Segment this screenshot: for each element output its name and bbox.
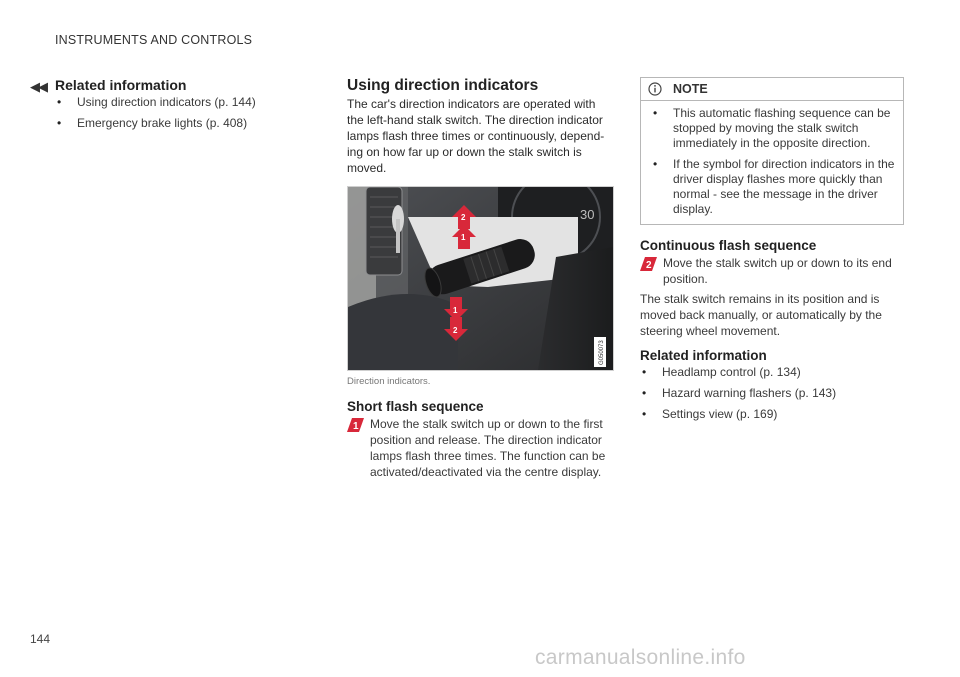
- continuous-flash-paragraph: The stalk switch remains in its position and is moved back manually, or automatically by the steering wheel movement.: [640, 292, 882, 338]
- step-2-icon: [640, 257, 657, 271]
- info-icon: [648, 82, 662, 96]
- continuous-flash-heading: Continuous flash sequence: [640, 238, 817, 253]
- related-link-direction-indicators[interactable]: • Using direction indicators (p. 144): [55, 95, 315, 110]
- short-flash-step-text: Move the stalk switch up or down to the first position and release. The direction indicator lamps flash three times. The function can be activated/deactivated via the centre display.: [370, 417, 606, 479]
- section-header: INSTRUMENTS AND CONTROLS: [55, 33, 253, 47]
- speed-readout: 30: [580, 207, 595, 222]
- note-header: [641, 78, 903, 101]
- related-links-list: [55, 95, 315, 137]
- step-1-icon: [347, 418, 364, 432]
- watermark: carmanualsonline.info: [535, 646, 746, 669]
- related-information-heading-2: Related information: [640, 348, 767, 363]
- figure-code: G050073: [599, 340, 605, 365]
- arrow-label-down-2: 2: [453, 326, 458, 335]
- short-flash-heading: Short flash sequence: [347, 399, 484, 414]
- arrow-label-up-2: 2: [461, 213, 466, 222]
- continuous-flash-step-text: Move the stalk switch up or down to its end position.: [663, 256, 892, 286]
- related-information-heading: Related information: [55, 77, 187, 93]
- note-item: • If the symbol for direction indicators in the driver display flashes more quickly than normal - see the message in the driver display.: [651, 157, 897, 217]
- related-link-settings-view[interactable]: • Settings view (p. 169): [640, 407, 906, 422]
- intro-paragraph: The car's direction indicators are operated with the left-hand stalk switch. The direction indicator lamps flash three times or continuously, depending on how far up or down the stalk switch is moved.: [347, 97, 605, 175]
- note-list: [651, 106, 897, 223]
- arrow-label-up-1: 1: [461, 233, 466, 242]
- direction-indicators-figure: [347, 186, 614, 371]
- note-box: [640, 77, 904, 225]
- related-link-emergency-brake-lights[interactable]: • Emergency brake lights (p. 408): [55, 116, 315, 131]
- related-link-hazard-warning-flashers[interactable]: • Hazard warning flashers (p. 143): [640, 386, 906, 401]
- stalk-switch-illustration: [348, 187, 613, 370]
- figure-caption: Direction indicators.: [347, 376, 431, 387]
- related-link-headlamp-control[interactable]: • Headlamp control (p. 134): [640, 365, 906, 380]
- page-title: Using direction indicators: [347, 77, 539, 94]
- note-title: NOTE: [673, 82, 708, 96]
- related-links-list-2: [640, 365, 906, 428]
- page-number: 144: [30, 632, 51, 646]
- svg-text:2: 2: [646, 260, 652, 271]
- arrow-label-down-1: 1: [453, 306, 458, 315]
- continuation-marker-icon: ◀◀: [30, 79, 46, 94]
- svg-text:1: 1: [353, 421, 359, 432]
- note-item: • This automatic flashing sequence can be stopped by moving the stalk switch immediately in the opposite direction.: [651, 106, 897, 151]
